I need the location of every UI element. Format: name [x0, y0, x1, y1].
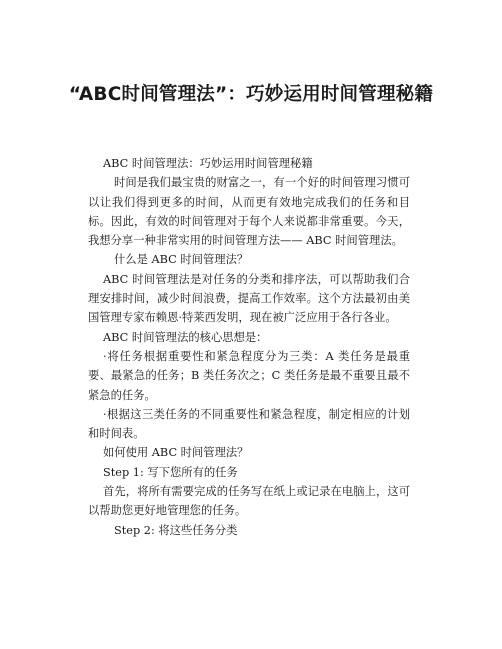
- bullet-item-classify: ·将任务根据重要性和紧急程度分为三类：A 类任务是最重要、最紧急的任务；B 类任务次之；C 类任务是最不重要且最不紧急的任务。: [88, 349, 410, 402]
- definition-paragraph: ABC 时间管理法是对任务的分类和排序法，可以帮助我们合理安排时间，减少时间浪费，提高工作效率。这个方法最初由美国管理专家布赖恩·特莱西发明，现在被广泛应用于各行各业。: [88, 272, 410, 325]
- document-title: “ABC时间管理法”：巧妙运用时间管理秘籍: [68, 84, 434, 105]
- subtitle-paragraph: ABC 时间管理法：巧妙运用时间管理秘籍: [103, 157, 313, 170]
- bullet-item-plan: ·根据这三类任务的不同重要性和紧急程度，制定相应的计划和时间表。: [88, 407, 410, 441]
- section-heading-how: 如何使用 ABC 时间管理法？: [103, 446, 249, 460]
- core-idea-heading: ABC 时间管理法的核心思想是：: [103, 330, 268, 344]
- step-1-heading: Step 1: 写下您所有的任务: [103, 465, 238, 479]
- step-2-heading: Step 2: 将这些任务分类: [114, 523, 238, 537]
- intro-paragraph: 时间是我们最宝贵的财富之一，有一个好的时间管理习惯可以让我们得到更多的时间，从而更有效地完成我们的任务和目标。因此，有效的时间管理对于每个人来说都非常重要。今天，我想分享一种非常实用的时间管理方法—— ABC 时间管理法。: [88, 176, 410, 248]
- document-body: [88, 154, 410, 540]
- step-1-paragraph: 首先，将所有需要完成的任务写在纸上或记录在电脑上，这可以帮助您更好地管理您的任务。: [88, 485, 410, 518]
- section-heading-what: 什么是 ABC 时间管理法？: [114, 253, 249, 267]
